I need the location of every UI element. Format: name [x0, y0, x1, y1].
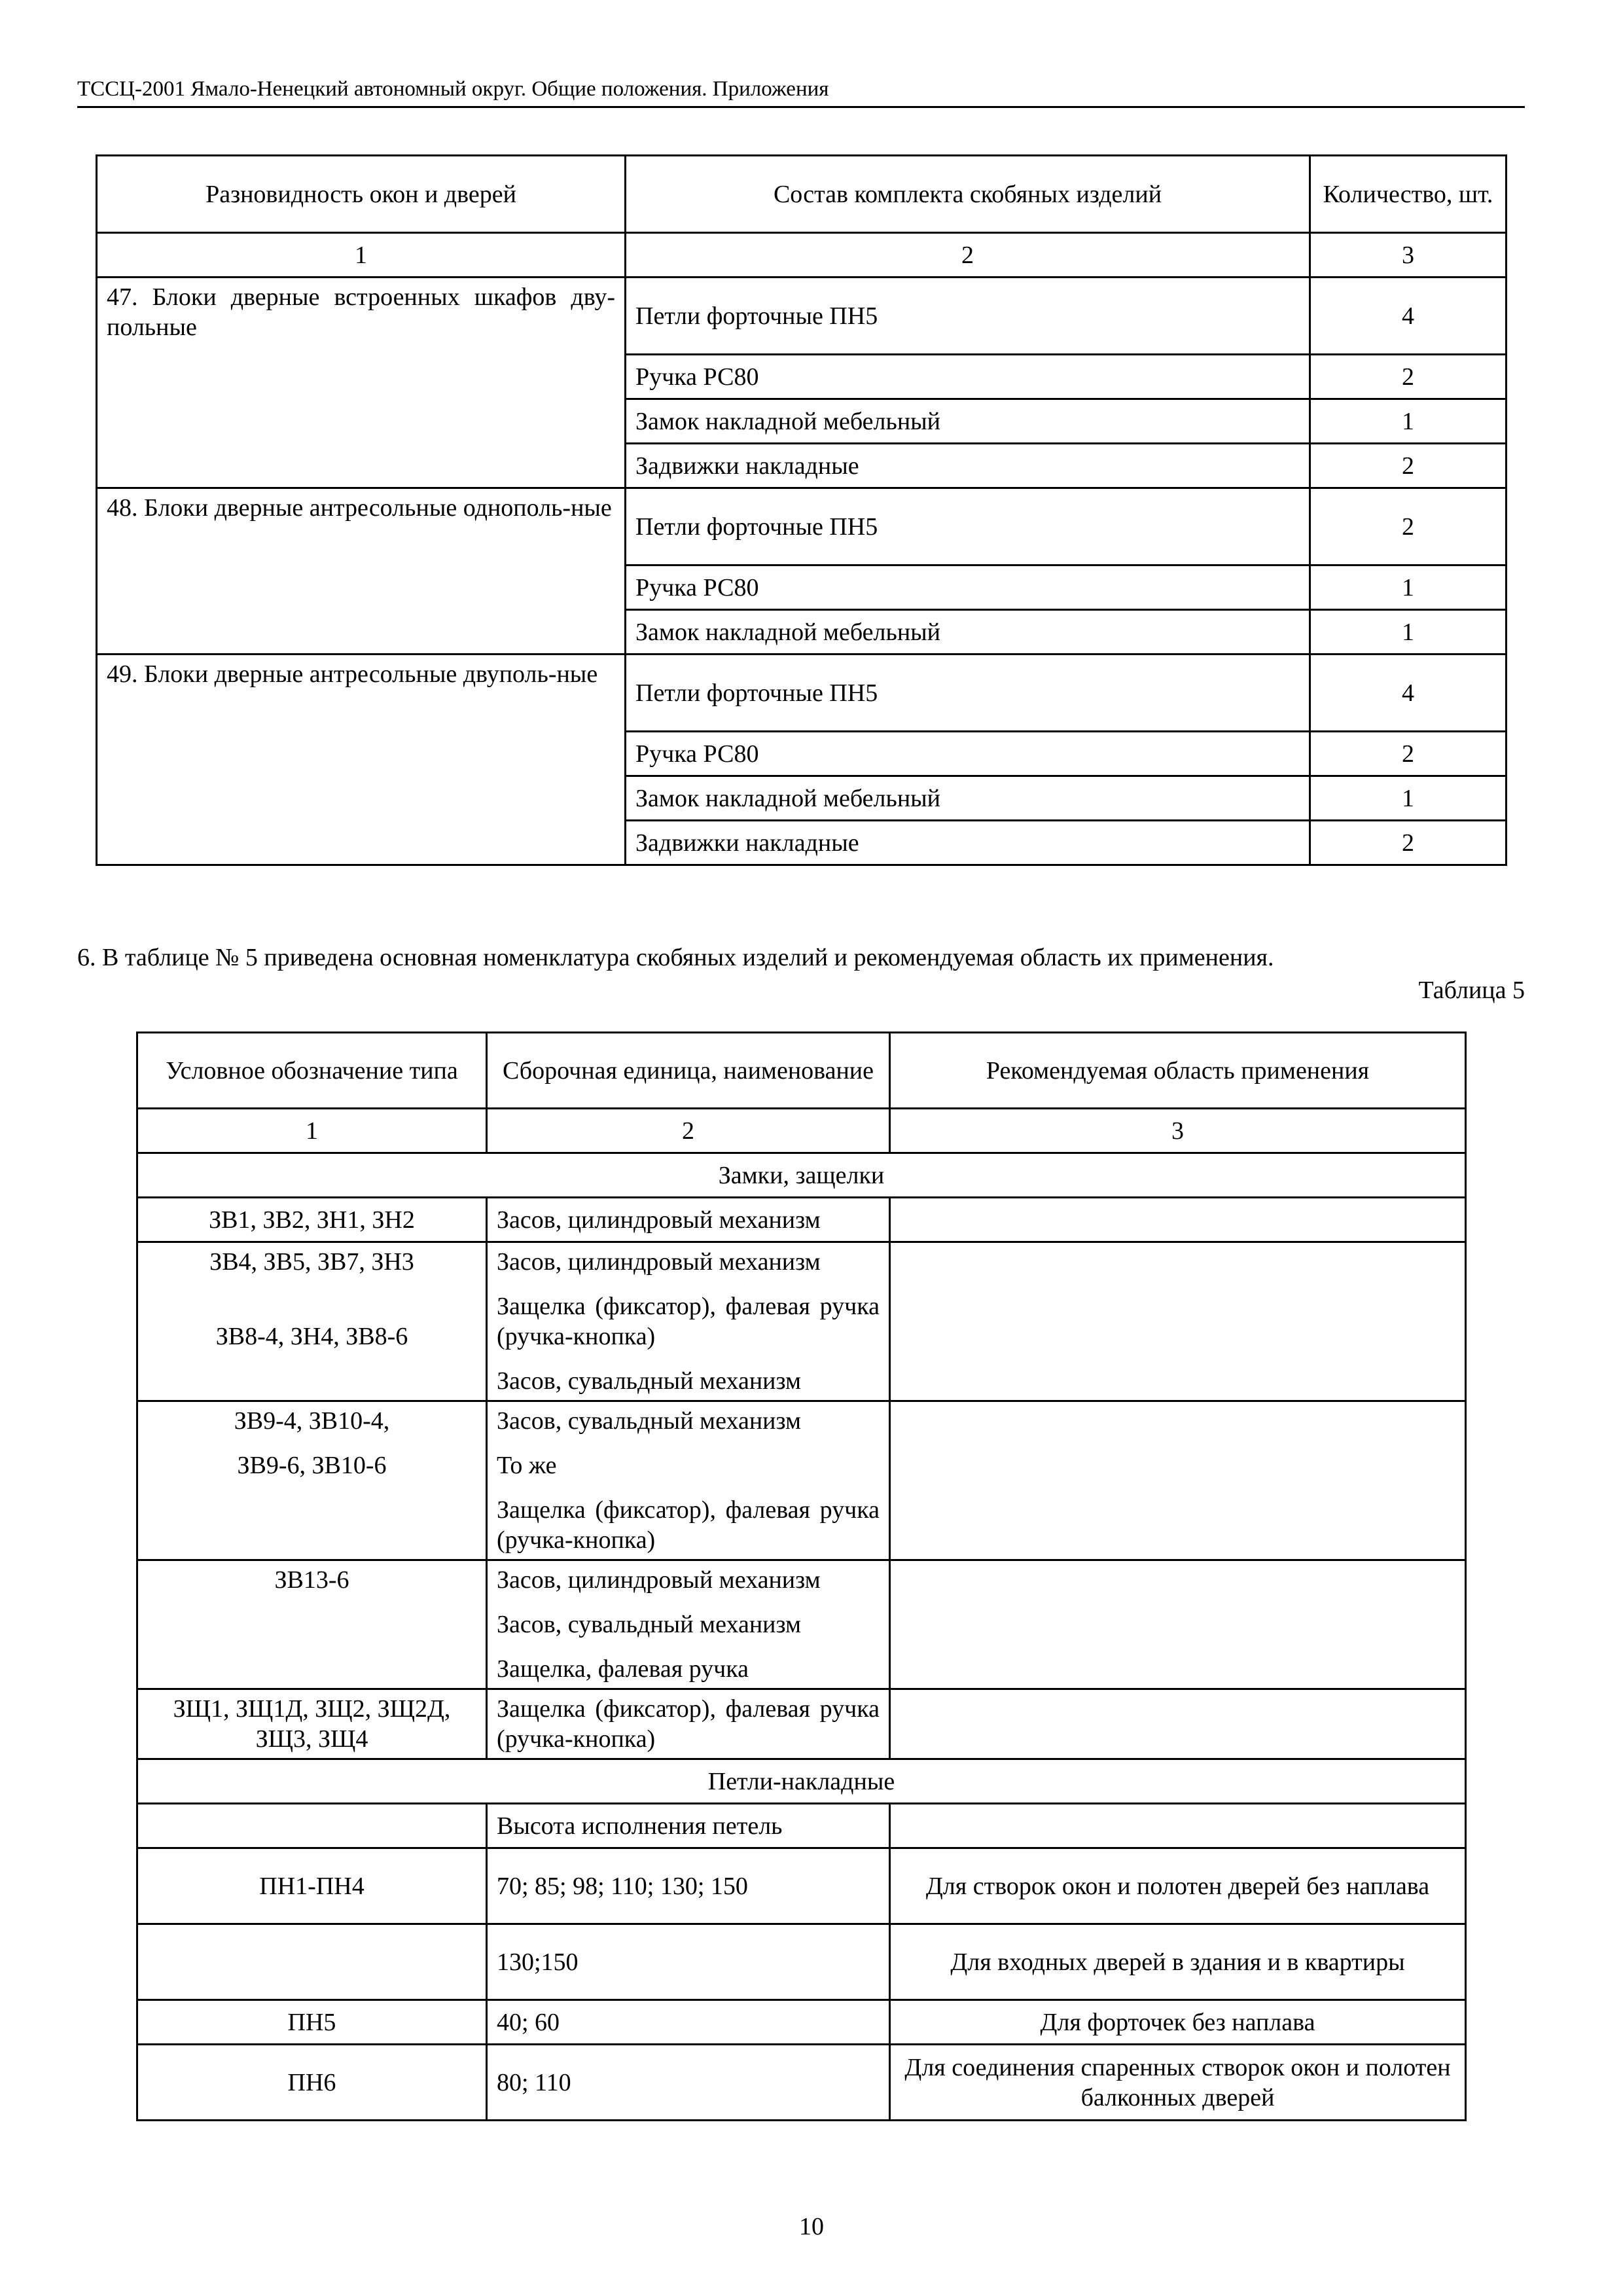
application-area: Для форточек без наплава — [890, 2000, 1466, 2045]
running-header: ТССЦ-2001 Ямало-Ненецкий автономный округ. Общие положения. Приложения — [77, 75, 1525, 108]
column-number: 2 — [487, 1109, 890, 1153]
assembly-unit: Высота исполнения петель — [487, 1804, 890, 1848]
table-row — [137, 2000, 1466, 2045]
unit-line: Засов, цилиндровый механизм — [497, 1566, 821, 1594]
application-area: Для створок окон и полотен дверей без наплава — [890, 1848, 1466, 1924]
header-cell: Условное обозначение типа — [137, 1033, 487, 1109]
unit-line: Защелка (фиксатор), фалевая ручка (ручка-кнопка) — [497, 1496, 880, 1554]
table-header-row — [97, 156, 1507, 233]
column-number: 3 — [1310, 233, 1507, 278]
table-row — [137, 1804, 1466, 1848]
hardware-item: Ручка РС80 — [626, 355, 1310, 399]
quantity: 2 — [1310, 732, 1507, 776]
hardware-item: Петли форточные ПН5 — [626, 655, 1310, 732]
quantity: 2 — [1310, 444, 1507, 488]
quantity: 2 — [1310, 355, 1507, 399]
quantity: 2 — [1310, 488, 1507, 565]
header-cell: Состав комплекта скобяных изделий — [626, 156, 1310, 233]
quantity: 1 — [1310, 776, 1507, 821]
type-designation — [137, 1401, 487, 1560]
quantity: 1 — [1310, 399, 1507, 444]
header-cell: Разновидность окон и дверей — [97, 156, 626, 233]
type-line: ЗВ4, ЗВ5, ЗВ7, ЗН3 — [209, 1248, 414, 1276]
hardware-item: Задвижки накладные — [626, 821, 1310, 865]
type-designation: ПН1-ПН4 — [137, 1848, 487, 1924]
type-designation: ПН6 — [137, 2045, 487, 2121]
type-line: ЗВ8-4, ЗН4, ЗВ8-6 — [215, 1323, 408, 1350]
quantity: 2 — [1310, 821, 1507, 865]
hardware-item: Замок накладной мебельный — [626, 776, 1310, 821]
table-row — [137, 1689, 1466, 1759]
type-designation — [137, 1242, 487, 1401]
assembly-unit: 130;150 — [487, 1924, 890, 2000]
quantity: 4 — [1310, 278, 1507, 355]
hardware-item: Ручка РС80 — [626, 732, 1310, 776]
header-cell: Сборочная единица, наименование — [487, 1033, 890, 1109]
assembly-unit — [487, 1401, 890, 1560]
application-area: Для входных дверей в здания и в квартиры — [890, 1924, 1466, 2000]
hardware-item: Замок накладной мебельный — [626, 610, 1310, 655]
table-header-row — [137, 1033, 1466, 1109]
window-door-type: 49. Блоки дверные антресольные двуполь-ные — [97, 655, 626, 865]
section-row — [137, 1759, 1466, 1804]
assembly-unit: Засов, цилиндровый механизм — [487, 1198, 890, 1242]
quantity: 4 — [1310, 655, 1507, 732]
type-designation: ЗВ13-6 — [137, 1560, 487, 1689]
unit-line: Засов, сувальдный механизм — [497, 1367, 802, 1395]
section-title: Замки, защелки — [137, 1153, 1466, 1198]
application-area — [890, 1689, 1466, 1759]
unit-line: То же — [497, 1452, 557, 1479]
window-door-type: 47. Блоки дверные встроенных шкафов дву-польные — [97, 278, 626, 488]
page-number: 10 — [799, 2213, 824, 2240]
assembly-unit: 70; 85; 98; 110; 130; 150 — [487, 1848, 890, 1924]
unit-line: Защелка (фиксатор), фалевая ручка (ручка-кнопка) — [497, 1293, 880, 1350]
body-paragraph: 6. В таблице № 5 приведена основная номенклатура скобяных изделий и рекомендуемая область их применения. — [77, 944, 1274, 971]
column-number: 1 — [137, 1109, 487, 1153]
header-cell: Количество, шт. — [1310, 156, 1507, 233]
application-area: Для соединения спаренных створок окон и полотен балконных дверей — [890, 2045, 1466, 2121]
hardware-nomenclature-table — [136, 1031, 1467, 2121]
application-area — [890, 1401, 1466, 1560]
assembly-unit — [487, 1560, 890, 1689]
table-row — [137, 1242, 1466, 1401]
type-designation: ЗЩ1, ЗЩ1Д, ЗЩ2, ЗЩ2Д, ЗЩ3, ЗЩ4 — [137, 1689, 487, 1759]
section-row — [137, 1153, 1466, 1198]
unit-line: Засов, сувальдный механизм — [497, 1611, 802, 1638]
table-row — [137, 1198, 1466, 1242]
table-row — [137, 1924, 1466, 2000]
assembly-unit — [487, 1242, 890, 1401]
table-row — [137, 1560, 1466, 1689]
window-door-type: 48. Блоки дверные антресольные однополь-ные — [97, 488, 626, 655]
application-area — [890, 1242, 1466, 1401]
column-number-row — [97, 233, 1507, 278]
application-area — [890, 1804, 1466, 1848]
table-caption: Таблица 5 — [1418, 977, 1525, 1004]
table-row — [137, 1401, 1466, 1560]
hardware-item: Ручка РС80 — [626, 565, 1310, 610]
section-title: Петли-накладные — [137, 1759, 1466, 1804]
assembly-unit: 40; 60 — [487, 2000, 890, 2045]
quantity: 1 — [1310, 565, 1507, 610]
type-designation — [137, 1924, 487, 2000]
hardware-item: Замок накладной мебельный — [626, 399, 1310, 444]
column-number-row — [137, 1109, 1466, 1153]
quantity: 1 — [1310, 610, 1507, 655]
assembly-unit: 80; 110 — [487, 2045, 890, 2121]
table-row — [137, 1848, 1466, 1924]
type-designation: ПН5 — [137, 2000, 487, 2045]
unit-line: Защелка, фалевая ручка — [497, 1655, 749, 1683]
hardware-item: Петли форточные ПН5 — [626, 278, 1310, 355]
header-cell: Рекомендуемая область применения — [890, 1033, 1466, 1109]
column-number: 1 — [97, 233, 626, 278]
table-row — [97, 278, 1507, 355]
unit-line: Засов, цилиндровый механизм — [497, 1248, 821, 1276]
table-row — [97, 488, 1507, 565]
application-area — [890, 1560, 1466, 1689]
assembly-unit: Защелка (фиксатор), фалевая ручка (ручка-кнопка) — [487, 1689, 890, 1759]
type-designation: ЗВ1, ЗВ2, ЗН1, ЗН2 — [137, 1198, 487, 1242]
type-line: ЗВ9-4, ЗВ10-4, — [234, 1407, 390, 1435]
hardware-item: Задвижки накладные — [626, 444, 1310, 488]
hardware-kit-table — [96, 154, 1507, 866]
table-row — [137, 2045, 1466, 2121]
table-row — [97, 655, 1507, 732]
hardware-item: Петли форточные ПН5 — [626, 488, 1310, 565]
column-number: 3 — [890, 1109, 1466, 1153]
application-area — [890, 1198, 1466, 1242]
column-number: 2 — [626, 233, 1310, 278]
type-line: ЗВ9-6, ЗВ10-6 — [237, 1452, 387, 1479]
type-designation — [137, 1804, 487, 1848]
unit-line: Засов, сувальдный механизм — [497, 1407, 802, 1435]
